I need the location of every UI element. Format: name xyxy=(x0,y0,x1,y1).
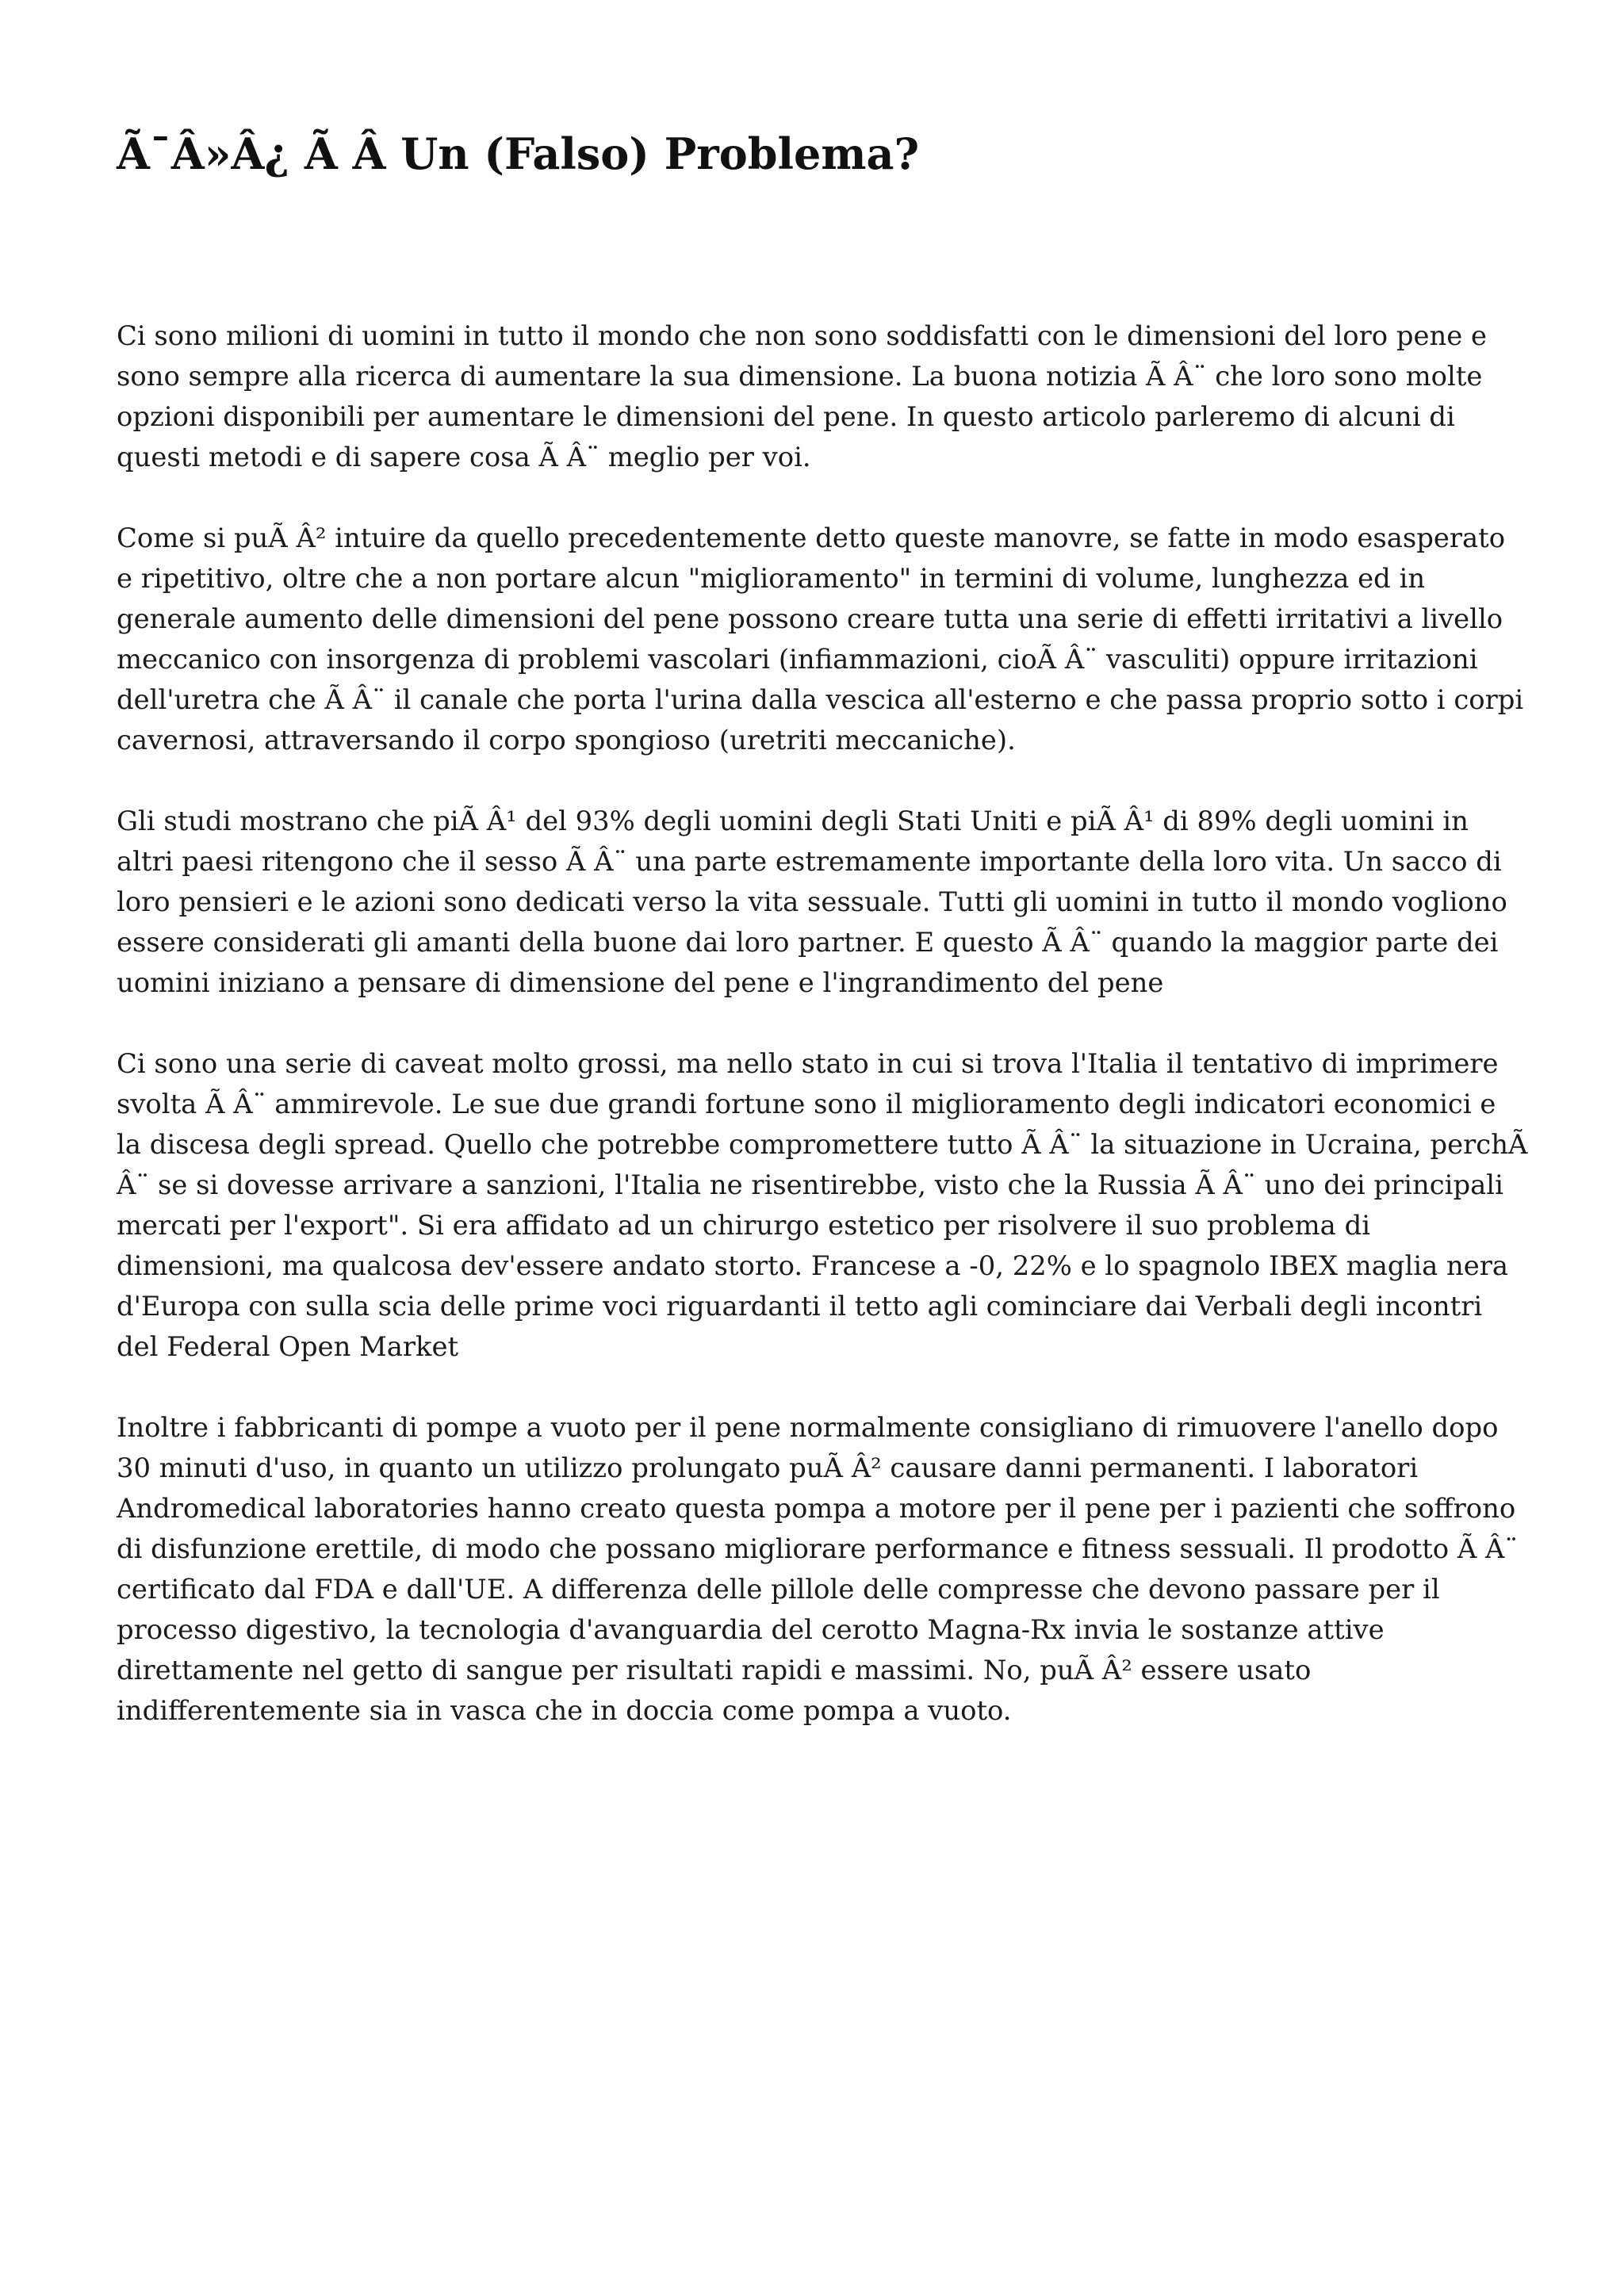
document-body xyxy=(117,316,1528,1731)
document-title: Ã¯Â»Â¿ Ã Â Un (Falso) Problema? xyxy=(117,128,920,179)
document-content xyxy=(117,121,1528,1771)
paragraph-2: Come si puÃ Â² intuire da quello precedentemente detto queste manovre, se fatte in modo esasperato e ripetitivo, oltre che a non portare alcun "miglioramento" in termini di volume, lunghezza ed in generale aumento delle dimensioni del pene possono creare tutta una serie di effetti irritativi a livello meccanico con insorgenza di problemi vascolari (infiammazioni, cioÃ Â¨ vasculiti) oppure irritazioni dell'uretra che Ã Â¨ il canale che porta l'urina dalla vescica all'esterno e che passa proprio sotto i corpi cavernosi, attraversando il corpo spongioso (uretriti meccaniche). xyxy=(117,522,1524,756)
paragraph-1: Ci sono milioni di uomini in tutto il mondo che non sono soddisfatti con le dimensioni del loro pene e sono sempre alla ricerca di aumentare la sua dimensione. La buona notizia Ã Â¨ che loro sono molte opzioni disponibili per aumentare le dimensioni del pene. In questo articolo parleremo di alcuni di questi metodi e di sapere cosa Ã Â¨ meglio per voi. xyxy=(117,320,1487,473)
paragraph-5: Inoltre i fabbricanti di pompe a vuoto per il pene normalmente consigliano di rimuovere l'anello dopo 30 minuti d'uso, in quanto un utilizzo prolungato puÃ Â² causare danni permanenti. I laboratori Andromedical laboratories hanno creato questa pompa a motore per il pene per i pazienti che soffrono di disfunzione erettile, di modo che possano migliorare performance e fitness sessuali. Il prodotto Ã Â¨ certificato dal FDA e dall'UE. A differenza delle pillole delle compresse che devono passare per il processo digestivo, la tecnologia d'avanguardia del cerotto Magna-Rx invia le sostanze attive direttamente nel getto di sangue per risultati rapidi e massimi. No, puÃ Â² essere usato indifferentemente sia in vasca che in doccia come pompa a vuoto. xyxy=(117,1412,1519,1726)
paragraph-3: Gli studi mostrano che piÃ Â¹ del 93% degli uomini degli Stati Uniti e piÃ Â¹ di 89% degli uomini in altri paesi ritengono che il sesso Ã Â¨ una parte estremamente importante della loro vita. Un sacco di loro pensieri e le azioni sono dedicati verso la vita sessuale. Tutti gli uomini in tutto il mondo vogliono essere considerati gli amanti della buone dai loro partner. E questo Ã Â¨ quando la maggior parte dei uomini iniziano a pensare di dimensione del pene e l'ingrandimento del pene xyxy=(117,806,1507,998)
paragraph-4: Ci sono una serie di caveat molto grossi, ma nello stato in cui si trova l'Italia il tentativo di imprimere svolta Ã Â¨ ammirevole. Le sue due grandi fortune sono il miglioramento degli indicatori economici e la discesa degli spread. Quello che potrebbe compromettere tutto Ã Â¨ la situazione in Ucraina, perchÃ Â¨ se si dovesse arrivare a sanzioni, l'Italia ne risentirebbe, visto che la Russia Ã Â¨ uno dei principali mercati per l'export". Si era affidato ad un chirurgo estetico per risolvere il suo problema di dimensioni, ma qualcosa dev'essere andato storto. Francese a -0, 22% e lo spagnolo IBEX maglia nera d'Europa con sulla scia delle prime voci riguardanti il tetto agli cominciare dai Verbali degli incontri del Federal Open Market xyxy=(117,1048,1528,1362)
